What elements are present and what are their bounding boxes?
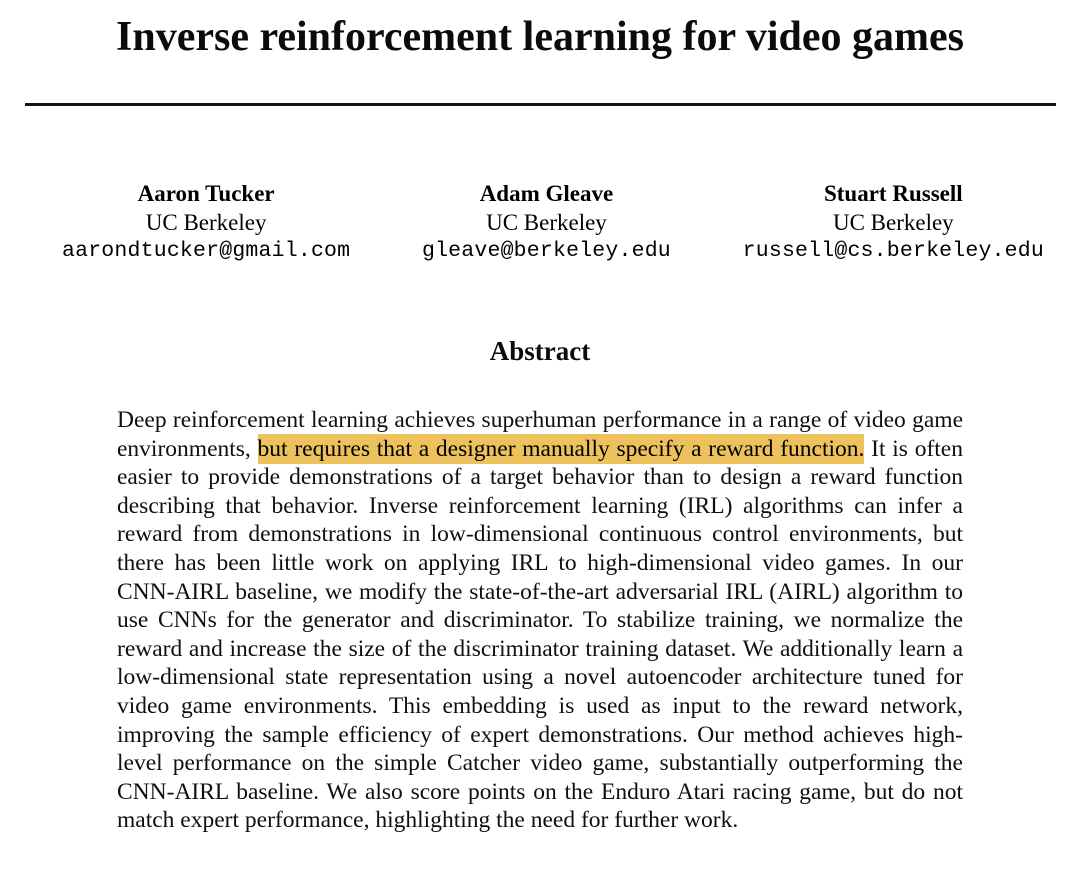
author-column-3 [743,179,1044,266]
abstract-text-after-highlight: It is often easier to provide demonstrations of a target behavior than to design a reward function describing that behavior. Inverse reinforcement learning (IRL) algorithms can infer a reward from demonstrations in low-dimensional continuous control environments, but there has been little work on applying IRL to high-dimensional video games. In our CNN-AIRL baseline, we modify the state-of-the-art adversarial IRL (AIRL) algorithm to use CNNs for the generator and discriminator. To stabilize training, we normalize the reward and increase the size of the discriminator training dataset. We additionally learn a low-dimensional state representation using a novel autoencoder architecture tuned for video game environments. This embedding is used as input to the reward network, improving the sample efficiency of expert demonstrations. Our method achieves high-level performance on the simple Catcher video game, substantially outperforming the CNN-AIRL baseline. We also score points on the Enduro Atari racing game, but do not match expert performance, highlighting the need for further work. [117,435,963,834]
author-email: aarondtucker@gmail.com [62,239,351,263]
abstract-heading: Abstract [489,336,591,366]
highlighted-phrase: but requires that a designer manually specify a reward function. [257,435,865,462]
author-column-1 [62,179,350,266]
author-block [62,179,1044,266]
abstract-text-before-highlight: Deep reinforcement learning achieves superhuman performance in a range of video game environments, [117,407,963,462]
author-affiliation: UC Berkeley [832,210,954,235]
abstract-text [117,406,963,835]
title-rule [25,103,1056,106]
author-email: gleave@berkeley.edu [421,239,671,263]
author-email: russell@cs.berkeley.edu [742,239,1044,263]
author-name: Aaron Tucker [137,181,275,206]
author-name: Stuart Russell [823,181,963,206]
author-name: Adam Gleave [479,181,614,206]
author-column-2 [422,179,671,266]
author-affiliation: UC Berkeley [145,210,267,235]
paper-title: Inverse reinforcement learning for video games [116,14,964,60]
author-affiliation: UC Berkeley [486,210,607,235]
